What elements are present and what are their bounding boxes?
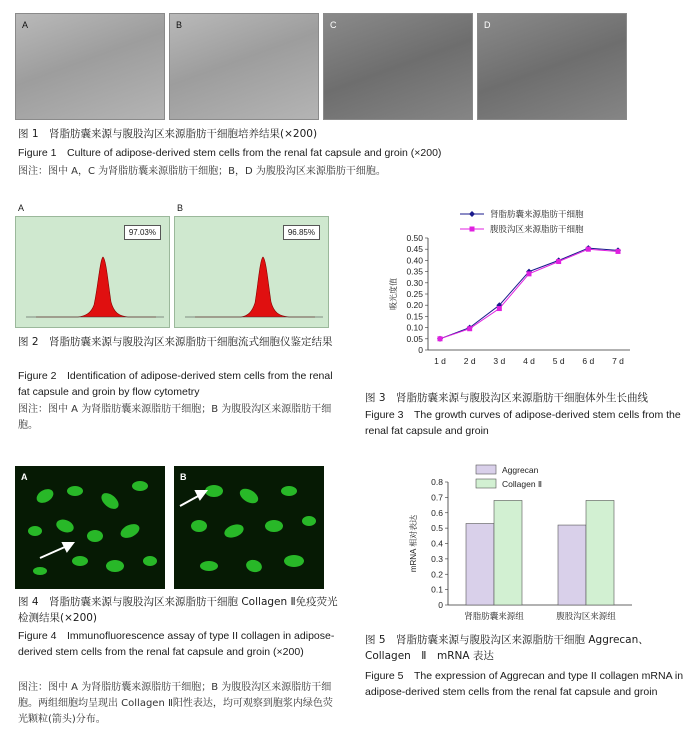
y-tick-label: 0.5 <box>431 523 443 534</box>
y-tick-label: 0.30 <box>406 277 423 288</box>
panel-label: A <box>21 472 28 482</box>
x-tick-label: 肾脂肪囊来源组 <box>464 611 524 621</box>
percent-label: 97.03% <box>124 225 161 240</box>
x-tick-label: 6 d <box>582 356 595 366</box>
fig5-bar-chart <box>400 462 640 627</box>
y-tick-label: 0 <box>438 600 443 610</box>
x-tick-label: 3 d <box>493 356 506 366</box>
panel-label: B <box>176 20 183 30</box>
fig2-caption-cn: 图 2 肾脂肪囊来源与腹股沟区来源脂肪干细胞流式细胞仪鉴定结果 <box>18 336 333 348</box>
y-tick-label: 0.7 <box>431 492 443 503</box>
fig4-caption-en: Figure 4 Immunofluorescence assay of type II collagen in adipose-derived stem cells from the renal fat capsule and groin (×200) <box>18 630 335 658</box>
panel-label: B <box>180 472 187 482</box>
y-tick-label: 0 <box>418 345 423 355</box>
legend-marker <box>469 211 475 217</box>
bar <box>466 524 494 605</box>
micrograph-d <box>477 13 627 120</box>
x-tick-label: 5 d <box>552 356 565 366</box>
fig3-line-chart <box>360 205 660 385</box>
x-tick-label: 1 d <box>434 356 446 366</box>
flow-histogram-a <box>15 216 170 328</box>
y-tick-label: 0.4 <box>431 538 443 549</box>
bar <box>494 500 522 605</box>
arrow-icon <box>180 491 206 506</box>
y-tick-label: 0.50 <box>406 233 423 243</box>
panel-label: A <box>18 203 25 213</box>
fig3-caption-en: Figure 3 The growth curves of adipose-derived stem cells from the renal fat capsule and groin <box>365 409 681 437</box>
fluorescence-image-a <box>15 466 165 589</box>
y-tick-label: 0.05 <box>406 333 423 344</box>
fluorescence-image-b <box>174 466 324 589</box>
y-tick-label: 0.35 <box>406 266 423 277</box>
fig5-caption-cn: 图 5 肾脂肪囊来源与腹股沟区来源脂肪干细胞 Aggrecan、Collagen Ⅱ mRNA 表达 <box>365 634 649 662</box>
y-axis-label: mRNA 相对表达 <box>409 514 418 573</box>
y-tick-label: 0.10 <box>406 322 423 333</box>
data-point <box>556 259 561 264</box>
y-tick-label: 0.20 <box>406 300 423 311</box>
flow-histogram-b <box>174 216 329 328</box>
fluorescent-cells <box>174 466 324 589</box>
data-point <box>438 336 443 341</box>
legend-label: 肾脂肪囊来源脂肪干细胞 <box>490 209 584 219</box>
fig4-note: 图注：图中 A 为肾脂肪囊来源脂肪干细胞；B 为腹股沟区来源脂肪干细胞。两组细胞均呈现出 Collagen Ⅱ阳性表达，均可观察到胞浆内绿色荧光颗粒(箭头)分布。 <box>18 682 333 725</box>
series-line <box>440 248 618 339</box>
micrograph-c <box>323 13 473 120</box>
x-tick-label: 4 d <box>523 356 535 366</box>
arrow-icon <box>40 543 73 558</box>
panel-label: C <box>330 20 337 30</box>
fig5-caption-en: Figure 5 The expression of Aggrecan and type II collagen mRNA in adipose-derived stem cells from the renal fat capsule and groin <box>365 670 684 698</box>
bar <box>586 500 614 605</box>
series-line <box>440 249 618 339</box>
fig1-caption-cn: 图 1 肾脂肪囊来源与腹股沟区来源脂肪干细胞培养结果(×200) <box>18 128 318 140</box>
data-point <box>616 249 621 254</box>
legend-label: 腹股沟区来源脂肪干细胞 <box>490 224 584 234</box>
y-tick-label: 0.15 <box>406 311 423 322</box>
fig2-caption-en: Figure 2 Identification of adipose-derived stem cells from the renal fat capsule and groin by flow cytometry <box>18 370 333 398</box>
data-point <box>467 326 472 331</box>
fluorescent-cells <box>15 466 165 589</box>
y-tick-label: 0.2 <box>431 569 443 580</box>
x-tick-label: 腹股沟区来源组 <box>556 611 616 621</box>
fig1-note: 图注：图中 A，C 为肾脂肪囊来源脂肪干细胞；B，D 为腹股沟区来源脂肪干细胞。 <box>18 166 386 177</box>
data-point <box>586 247 591 252</box>
legend-swatch <box>476 479 496 488</box>
panel-label: B <box>177 203 184 213</box>
bar <box>558 525 586 605</box>
y-tick-label: 0.45 <box>406 244 423 255</box>
legend-marker <box>470 227 475 232</box>
panel-label: A <box>22 20 29 30</box>
fig2-note: 图注：图中 A 为肾脂肪囊来源脂肪干细胞；B 为腹股沟区来源脂肪干细胞。 <box>18 404 332 431</box>
y-tick-label: 0.40 <box>406 255 423 266</box>
fig1-caption-en: Figure 1 Culture of adipose-derived stem cells from the renal fat capsule and groin (×200) <box>18 147 442 159</box>
data-point <box>527 271 532 276</box>
panel-label: D <box>484 20 491 30</box>
legend-swatch <box>476 465 496 474</box>
x-tick-label: 7 d <box>612 356 624 366</box>
y-tick-label: 0.6 <box>431 507 443 518</box>
legend-label: Aggrecan <box>502 465 539 475</box>
y-tick-label: 0.1 <box>431 584 443 595</box>
y-tick-label: 0.25 <box>406 289 423 299</box>
y-tick-label: 0.8 <box>431 477 443 487</box>
percent-label: 96.85% <box>283 225 320 240</box>
y-axis-label: 吸光度值 <box>389 278 398 310</box>
x-tick-label: 2 d <box>463 356 476 366</box>
y-tick-label: 0.3 <box>431 553 443 564</box>
fig3-caption-cn: 图 3 肾脂肪囊来源与腹股沟区来源脂肪干细胞体外生长曲线 <box>365 392 649 404</box>
micrograph-a <box>15 13 165 120</box>
legend-label: Collagen Ⅱ <box>502 479 543 489</box>
fig4-caption-cn: 图 4 肾脂肪囊来源与腹股沟区来源脂肪干细胞 Collagen Ⅱ免疫荧光检测结果(×200) <box>18 596 338 624</box>
micrograph-b <box>169 13 319 120</box>
data-point <box>497 306 502 311</box>
